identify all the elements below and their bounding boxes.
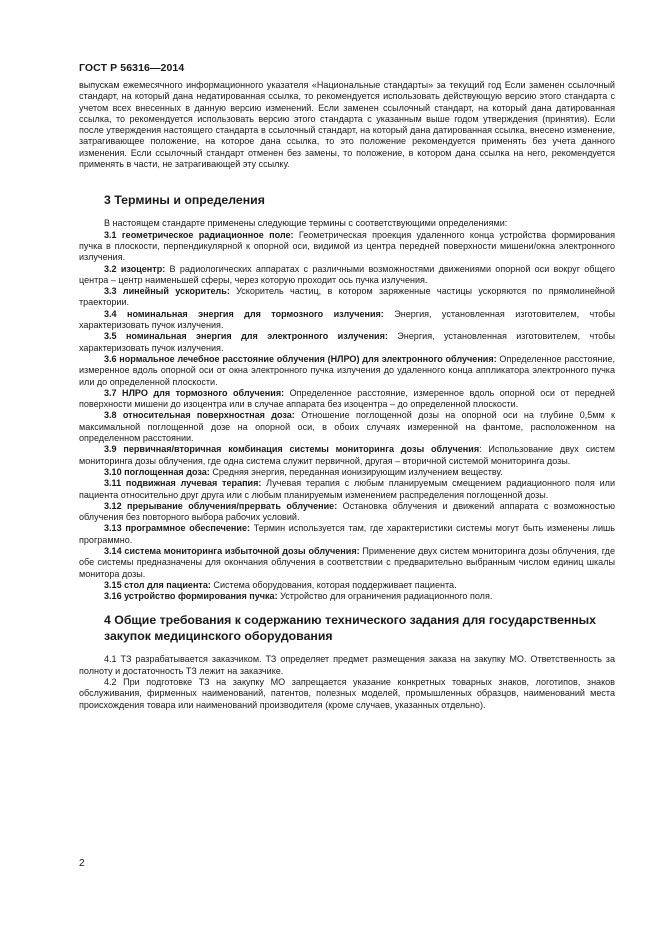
term-definition: Термин используется там, где характеристики системы могут быть изменены лишь программно. — [79, 523, 615, 545]
term-definition: Устройство для ограничения радиационного поля. — [277, 591, 493, 602]
term-entry — [79, 286, 615, 309]
terms-list — [79, 230, 615, 603]
term-title: 3.11 подвижная лучевая терапия: — [104, 478, 262, 489]
page-content — [79, 80, 615, 711]
intro-paragraph: выпускам ежемесячного информационного указателя «Национальные стандарты» за текущий год Если заменен ссылочный стандарт, на который дана недатированная ссылка, то рекомендуется использовать действующую версию этого стандарта с учетом всех внесенных в данную версию изменений. Если заменен ссылочный стандарт, на который дана датированная ссылка, то рекомендуется использовать версию этого стандарта с указанным выше годом утверждения (принятия). Если после утверждения настоящего стандарта в ссылочный стандарт, на который дана датированная ссылка, внесено изменение, затрагивающее положение, на которое дана ссылка, то это положение рекомендуется применять без учета данного изменения. Если ссылочный стандарт отменен без замены, то положение, в котором дана ссылка на него, рекомендуется применять в части, не затрагивающей эту ссылку. — [79, 80, 615, 170]
term-definition: Энергия, установленная изготовителем, чтобы характеризовать пучок излучения. — [79, 308, 615, 331]
term-entry — [79, 591, 615, 602]
term-entry — [79, 230, 615, 264]
term-definition: Определенное расстояние, измеренное вдоль опорной оси от передней поверхности мишени до изоцентра или в случае аппарата без изоцентра – до определенной плоскости. — [79, 387, 615, 410]
term-definition: В радиологических аппаратах с различными возможностями движениями опорной оси вокруг общего центра – центр наименьшей сферы, через которую проходит ось пучка излучения. — [79, 263, 615, 285]
term-definition: Система оборудования, которая поддерживает пациента. — [210, 579, 457, 590]
term-title: 3.8 относительная поверхностная доза: — [104, 410, 295, 421]
term-definition: Определенное расстояние, измеренное вдоль опорной оси от окна электронного пучка излучения до удаленного конца аппликатора электронного пучка или до определенной плоскости. — [79, 353, 615, 387]
term-title: 3.7 НЛРО для тормозного облучения: — [104, 387, 285, 398]
term-entry — [79, 478, 615, 501]
term-title: 3.9 первичная/вторичная комбинация системы мониторинга дозы облучения — [104, 444, 480, 455]
term-title: 3.13 программное обеспечение: — [104, 523, 250, 534]
term-entry — [79, 523, 615, 546]
term-title: 3.14 система мониторинга избыточной дозы облучения: — [104, 545, 360, 556]
term-entry — [79, 546, 615, 580]
term-definition: Энергия, установленная изготовителем, чтобы характеризовать пучок излучения. — [79, 331, 615, 353]
section-3-intro: В настоящем стандарте применены следующие термины с соответствующими определениями: — [104, 218, 508, 229]
term-title: 3.1 геометрическое радиационное поле: — [104, 229, 294, 240]
section-4-heading: 4 Общие требования к содержанию технического задания для государственных закупок медицинского оборудования — [104, 613, 597, 644]
term-title: 3.2 изоцентр: — [104, 263, 166, 274]
term-entry — [79, 467, 615, 478]
term-definition: Геометрическая проекция удаленного конца устройства формирования пучка в плоскости, перпендикулярной к опорной оси, видимой из центра передней поверхности мишени/окна электронного излучения. — [79, 229, 616, 263]
term-title: 3.12 прерывание облучения/прервать облучение: — [104, 500, 338, 511]
term-definition: Применение двух систем мониторинга дозы облучения, где обе системы предназначены для окончания облучения в соответствии с предварительно выбранным числом единиц шкалы монитора дозы. — [79, 545, 615, 579]
term-entry — [79, 580, 615, 591]
term-entry — [79, 354, 615, 388]
term-title: 3.10 поглощенная доза: — [104, 466, 210, 477]
term-title: 3.6 нормальное лечебное расстояние облучения (НЛРО) для электронного облучения: — [104, 353, 497, 364]
section-3-heading: 3 Термины и определения — [104, 193, 265, 208]
term-title: 3.3 линейный ускоритель: — [104, 286, 230, 297]
term-entry — [79, 410, 615, 444]
term-title: 3.15 стол для пациента: — [104, 579, 211, 590]
term-entry — [79, 444, 615, 467]
term-definition: Лучевая терапия с любым планируемым смещением радиационного поля или пациента относительно друг друга или с любым планируемым изменением распределения поглощенной дозы. — [79, 478, 615, 500]
section-4-paragraph-2: 4.2 При подготовке ТЗ на закупку МО запрещается указание конкретных товарных знаков, логотипов, знаков обслуживания, фирменных наименований, патентов, полезных моделей, промышленных образцов, наименований места происхождения товара или наименований производителя (кроме случаев, указанных отдельно). — [79, 677, 615, 710]
term-entry — [79, 264, 615, 287]
document-code-header: ГОСТ Р 56316—2014 — [79, 62, 185, 74]
section-4-paragraph-1: 4.1 ТЗ разрабатывается заказчиком. ТЗ определяет предмет размещения заказа на закупку МО. Ответственность за полноту и достаточность ТЗ лежит на заказчике. — [79, 654, 615, 676]
term-definition: Средняя энергия, переданная ионизирующим излучением веществу. — [209, 466, 503, 477]
term-title: 3.5 номинальная энергия для электронного излучения: — [104, 331, 388, 342]
term-entry — [79, 309, 615, 332]
term-definition: : Использование двух систем мониторинга дозы облучения, где одна система служит первичной, другая – вторичной системой мониторинга дозы. — [79, 444, 615, 466]
term-title: 3.4 номинальная энергия для тормозного излучения: — [104, 308, 384, 319]
term-definition: Остановка облучения и движений аппарата с возможностью облучения без повторного выбора рабочих условий. — [79, 500, 615, 523]
term-entry — [79, 331, 615, 354]
term-definition: Ускоритель частиц, в котором заряженные частицы ускоряются по прямолинейной траектории. — [79, 286, 615, 308]
term-entry — [79, 501, 615, 524]
term-definition: Отношение поглощенной дозы на опорной оси на глубине 0,5мм к максимальной поглощенной дозе на опорной оси, в обоих случаях измеренной на фантоме, расположенном на определенном расстоянии. — [79, 410, 615, 444]
term-title: 3.16 устройство формирования пучка: — [104, 591, 278, 602]
page-number: 2 — [79, 858, 85, 869]
term-entry — [79, 388, 615, 411]
